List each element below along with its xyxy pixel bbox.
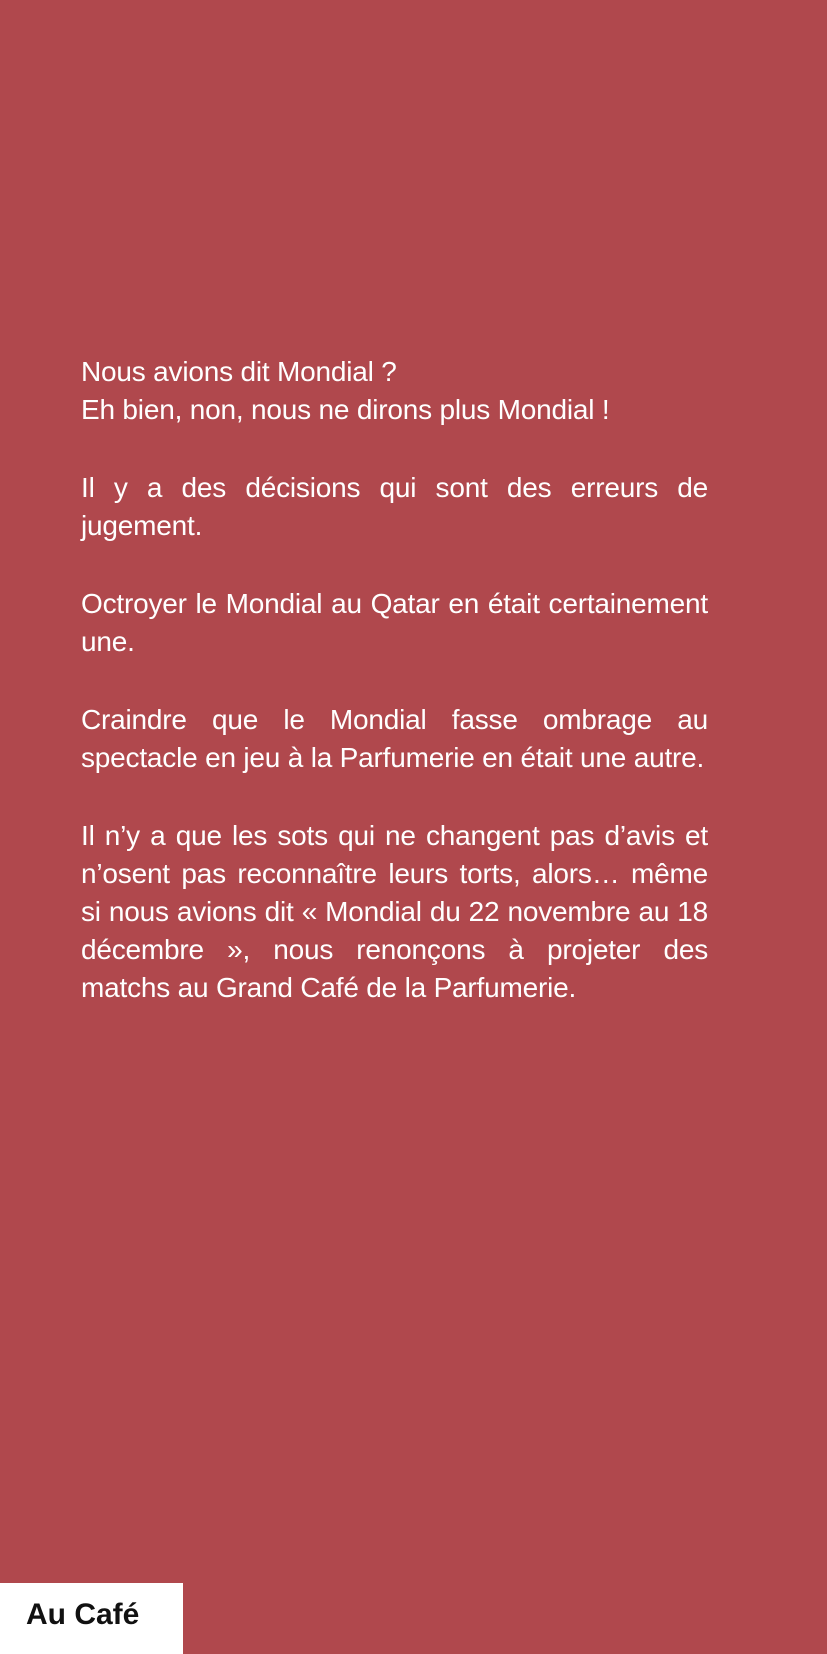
paragraph-qatar: Octroyer le Mondial au Qatar en était certainement une.	[81, 588, 708, 657]
paragraph-parfumerie: Craindre que le Mondial fasse ombrage au spectacle en jeu à la Parfumerie en était une autre.	[81, 704, 708, 773]
intro-line-2: Eh bien, non, nous ne dirons plus Mondial !	[81, 394, 610, 425]
paragraph-decisions: Il y a des décisions qui sont des erreurs de jugement.	[81, 472, 708, 541]
article-body	[81, 353, 708, 1047]
paragraph-conclusion: Il n’y a que les sots qui ne changent pas d’avis et n’osent pas reconnaître leurs torts, alors… même si nous avions dit « Mondial du 22 novembre au 18 décembre », nous renonçons à projeter des matchs au Grand Café de la Parfumerie.	[81, 820, 708, 1003]
section-tab-label: Au Café	[26, 1598, 140, 1631]
intro-line-1: Nous avions dit Mondial ?	[81, 356, 397, 387]
section-tab	[0, 1583, 183, 1654]
intro-paragraph	[81, 353, 708, 429]
